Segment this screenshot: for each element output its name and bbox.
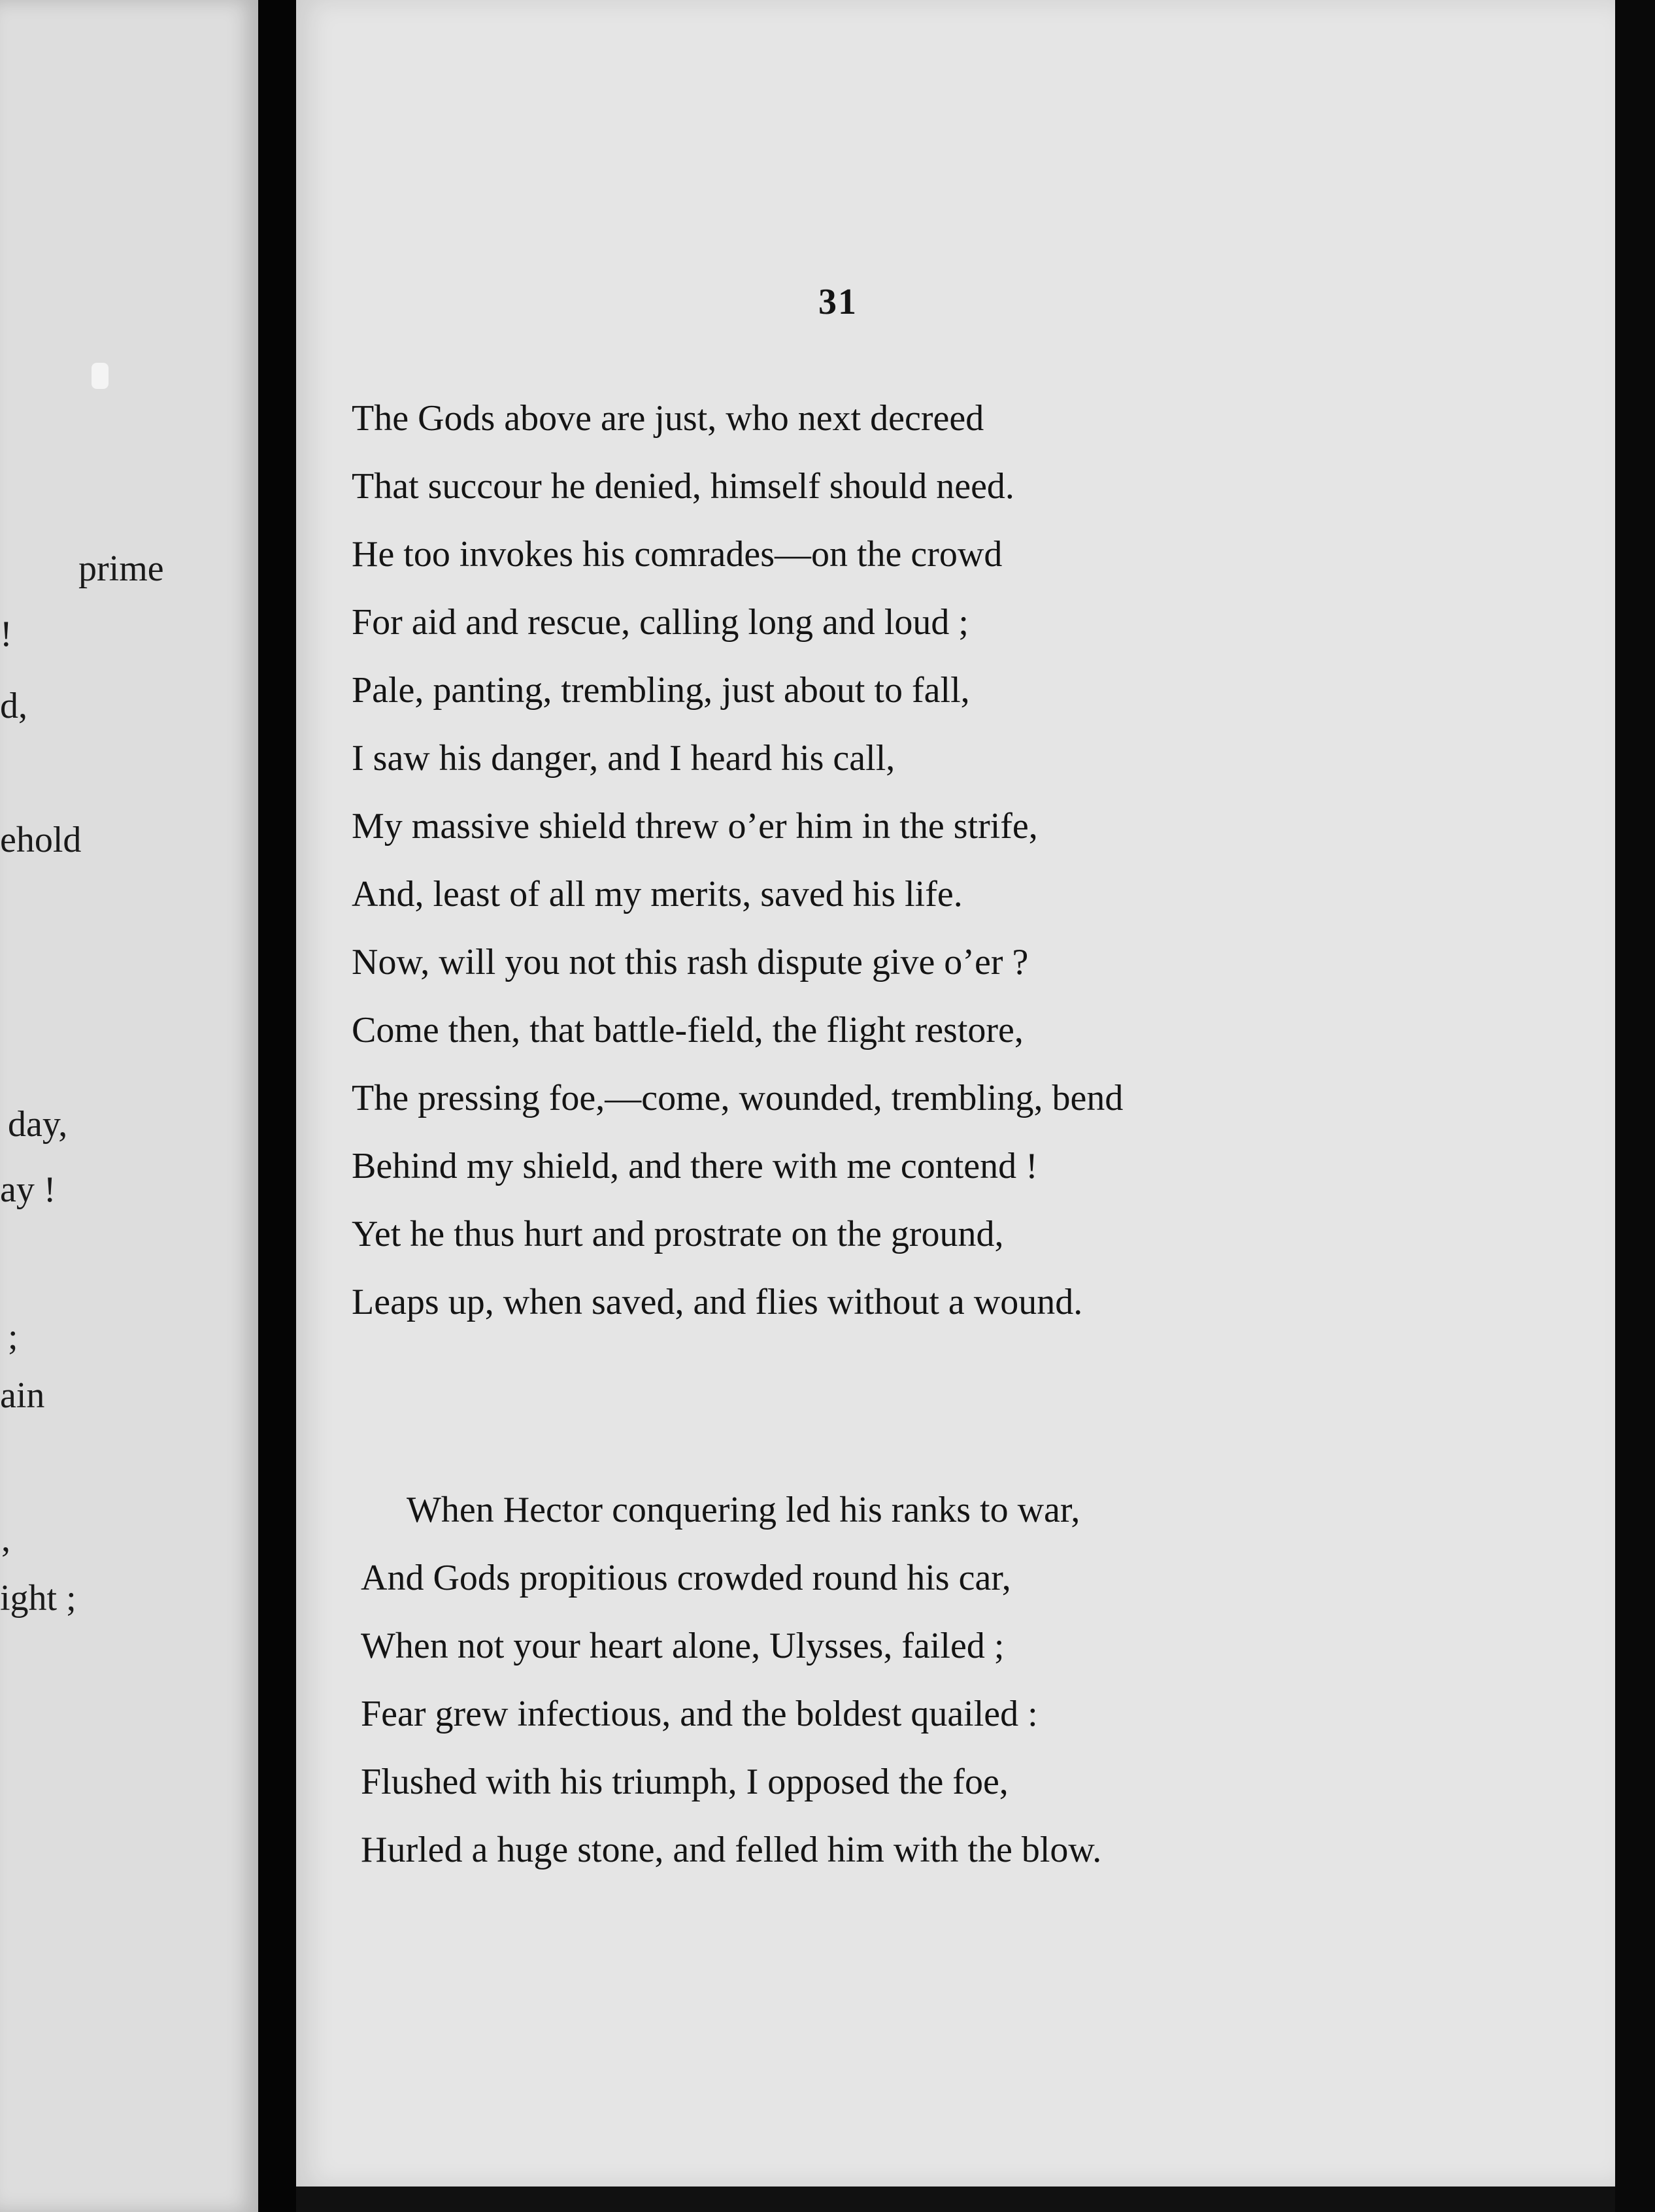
left-page-fragment: ! (0, 614, 12, 654)
left-page-fragment: ight ; (0, 1578, 76, 1618)
verse-line: Pale, panting, trembling, just about to fall, (352, 670, 970, 711)
verse-line: Leaps up, when saved, and flies without a wound. (352, 1282, 1083, 1322)
left-page-fragment: prime (78, 548, 164, 589)
verse-line: The Gods above are just, who next decreed (352, 398, 984, 439)
verse-line: Fear grew infectious, and the boldest quailed : (361, 1694, 1038, 1734)
paper-speck (92, 363, 109, 389)
left-page-fragment: d, (0, 686, 27, 726)
verse-line: And, least of all my merits, saved his life. (352, 874, 963, 914)
verse-line: I saw his danger, and I heard his call, (352, 738, 895, 779)
verse-line: Come then, that battle-field, the flight restore, (352, 1010, 1024, 1050)
page-number: 31 (818, 282, 858, 322)
verse-line: Now, will you not this rash dispute give o’er ? (352, 942, 1029, 982)
page-edge (1615, 0, 1655, 2212)
previous-page (0, 0, 258, 2212)
verse-line: Hurled a huge stone, and felled him with the blow. (361, 1830, 1102, 1870)
verse-line: My massive shield threw o’er him in the strife, (352, 806, 1038, 846)
left-page-fragment: , (1, 1519, 10, 1560)
verse-line: Yet he thus hurt and prostrate on the ground, (352, 1214, 1004, 1254)
stanza (361, 1476, 1101, 1884)
stanza (352, 384, 1123, 1336)
verse-line: That succour he denied, himself should need. (352, 466, 1014, 507)
left-page-fragment: ehold (0, 820, 82, 860)
verse-line: And Gods propitious crowded round his car, (361, 1558, 1011, 1598)
verse-line: When not your heart alone, Ulysses, failed ; (361, 1626, 1005, 1666)
verse-line: The pressing foe,—come, wounded, trembling, bend (352, 1078, 1124, 1118)
page-bottom-edge (296, 2187, 1615, 2212)
left-page-fragment: ; (8, 1316, 18, 1357)
verse-line: He too invokes his comrades—on the crowd (352, 534, 1003, 575)
verse-line: When Hector conquering led his ranks to war, (407, 1490, 1080, 1530)
verse-line: Behind my shield, and there with me contend ! (352, 1146, 1038, 1186)
verse-line: For aid and rescue, calling long and loud ; (352, 602, 969, 643)
left-page-fragment: day, (8, 1104, 68, 1145)
left-page-fragment: ain (0, 1375, 45, 1416)
book-gutter (258, 0, 296, 2212)
left-page-fragment: ay ! (0, 1169, 56, 1210)
verse-line: Flushed with his triumph, I opposed the foe, (361, 1762, 1009, 1802)
